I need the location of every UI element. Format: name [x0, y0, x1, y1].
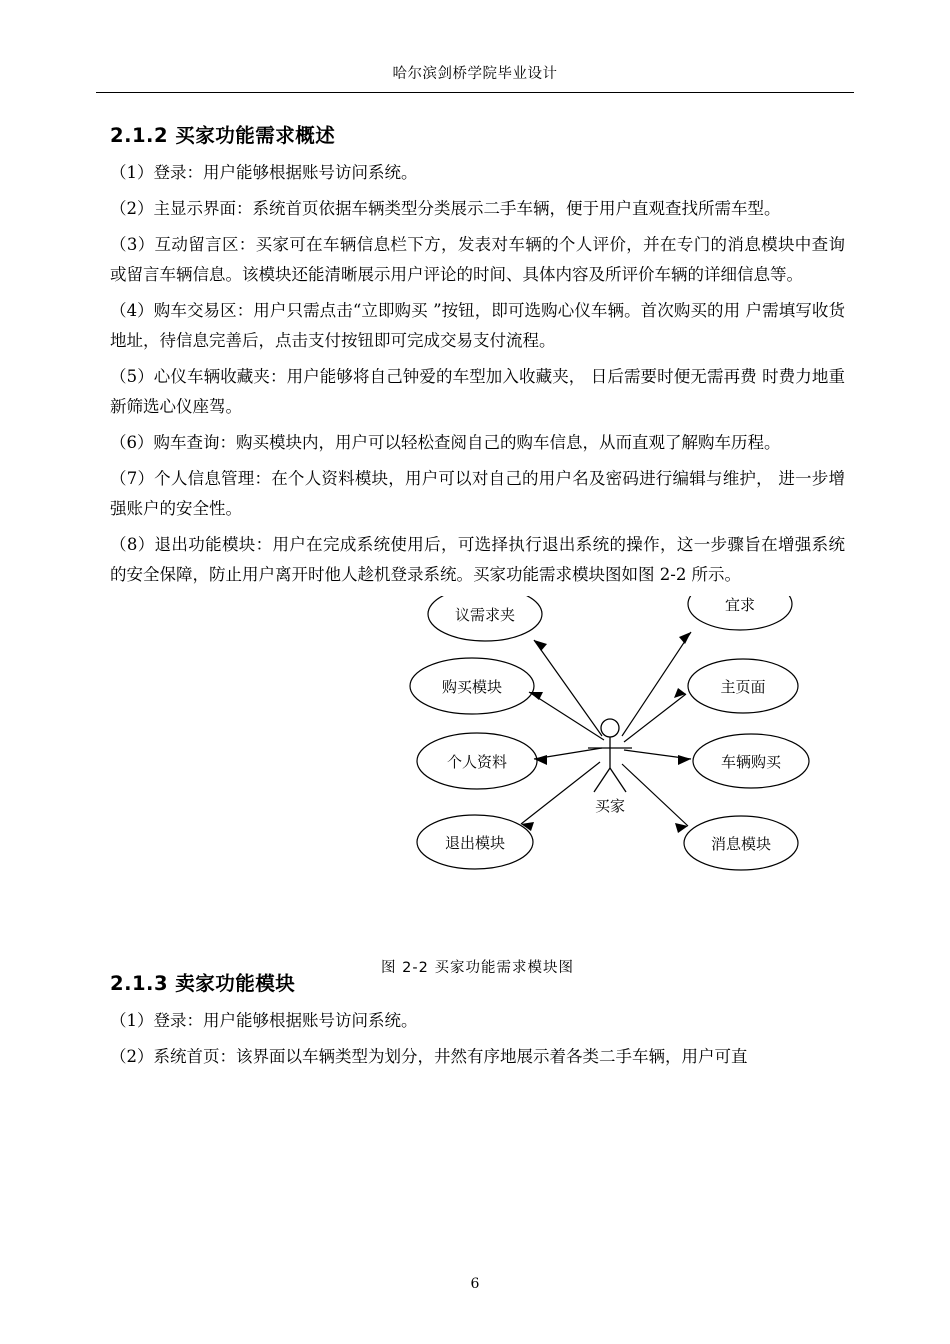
node-label-1: 宜求: [724, 596, 756, 615]
section-heading-213: 2.1.3 卖家功能模块: [110, 972, 296, 996]
paragraph-message-area: （3）互动留言区：买家可在车辆信息栏下方，发表对车辆的个人评价，并在专门的消息模块中查询或留言车辆信息。该模块还能清晰展示用户评论的时间、具体内容及所评价车辆的详细信息等。: [110, 235, 845, 285]
header-divider: [96, 92, 854, 93]
node-label-0: 议需求夹: [454, 606, 516, 625]
figure-caption: 图 2-2 买家功能需求模块图: [381, 960, 574, 977]
section-heading-212: 2.1.2 买家功能需求概述: [110, 124, 336, 147]
node-label-5: 车辆购买: [720, 753, 782, 772]
node-label-2: 购买模块: [441, 678, 503, 697]
paragraph-personal-info: （7）个人信息管理：在个人资料模块，用户可以对自己的用户名及密码进行编辑与维护， 进一步增强账户的安全性。: [110, 469, 845, 519]
paragraph-purchase-area: （4）购车交易区：用户只需点击“立即购买 ”按钮，即可选购心仪车辆。首次购买的用 户需填写收货地址，待信息完善后，点击支付按钮即可完成交易支付流程。: [110, 301, 845, 351]
paragraph-seller-login: （1）登录：用户能够根据账号访问系统。: [110, 1011, 418, 1031]
paragraph-purchase-query: （6）购车查询：购买模块内，用户可以轻松查阅自己的购车信息，从而直观了解购车历程。: [110, 433, 781, 453]
paragraph-main-display: （2）主显示界面：系统首页依据车辆类型分类展示二手车辆，便于用户直观查找所需车型。: [110, 199, 781, 219]
page-header: 哈尔滨剑桥学院毕业设计: [392, 66, 558, 82]
actor-label: 买家: [594, 797, 626, 816]
use-case-svg: [110, 596, 845, 946]
page-number: 6: [470, 1276, 480, 1292]
node-label-3: 主页面: [720, 678, 766, 697]
paragraph-seller-home: （2）系统首页：该界面以车辆类型为划分，井然有序地展示着各类二手车辆，用户可直: [110, 1047, 748, 1067]
page-content: [110, 108, 845, 1078]
use-case-diagram: [110, 596, 845, 977]
node-label-6: 退出模块: [444, 834, 506, 853]
node-label-7: 消息模块: [710, 835, 772, 854]
paragraph-login: （1）登录：用户能够根据账号访问系统。: [110, 163, 418, 182]
node-label-4: 个人资料: [446, 753, 508, 772]
paragraph-logout: （8）退出功能模块：用户在完成系统使用后，可选择执行退出系统的操作，这一步骤旨在增强系统的安全保障，防止用户离开时他人趁机登录系统。买家功能需求模块图如图 2-2 所示。: [110, 535, 845, 585]
paragraph-favorites: （5）心仪车辆收藏夹：用户能够将自己钟爱的车型加入收藏夹， 日后需要时便无需再费 时费力地重新筛选心仪座驾。: [110, 367, 845, 417]
